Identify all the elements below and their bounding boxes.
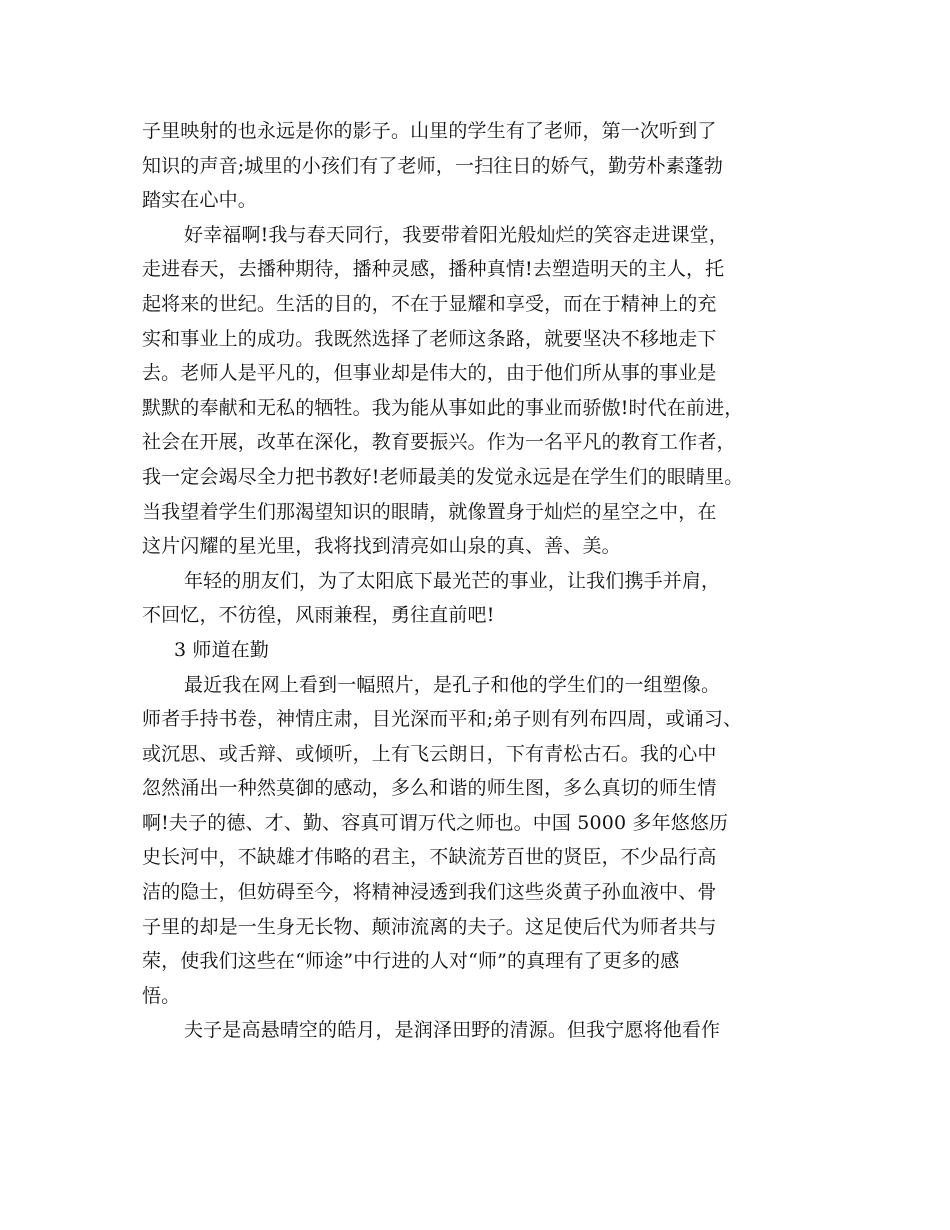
text-line: 师者手持书卷，神情庄肃，目光深而平和;弟子则有列布四周，或诵习、 (142, 708, 743, 731)
text-line: 踏实在心中。 (142, 189, 257, 212)
section-heading: 3 师道在勤 (174, 638, 270, 661)
text-line: 子里映射的也永远是你的影子。山里的学生有了老师，第一次听到了 (142, 120, 717, 142)
text-line: 洁的隐士，但妨碍至今，将精神浸透到我们这些炎黄子孙血液中、骨 (142, 881, 717, 904)
text-line: 走进春天，去播种期待，播种灵感，播种真情!去塑造明天的主人，托 (142, 258, 725, 281)
text-line: 知识的声音;城里的小孩们有了老师，一扫往日的娇气，勤劳朴素蓬勃 (142, 154, 724, 177)
text-line: 子里的却是一生身无长物、颠沛流离的夫子。这足使后代为师者共与 (142, 915, 717, 938)
text-line: 默默的奉献和无私的牺牲。我为能从事如此的事业而骄傲!时代在前进， (142, 396, 744, 419)
text-line: 悟。 (142, 984, 181, 1007)
text-line: 实和事业上的成功。我既然选择了老师这条路，就要坚决不移地走下 (142, 327, 717, 350)
text-line: 社会在开展，改革在深化，教育要振兴。作为一名平凡的教育工作者， (142, 431, 736, 454)
paragraph-first-line: 最近我在网上看到一幅照片，是孔子和他的学生们的一组塑像。 (184, 673, 721, 696)
paragraph-first-line: 好幸福啊!我与春天同行，我要带着阳光般灿烂的笑容走进课堂， (184, 223, 728, 246)
text-line: 不回忆，不彷徨，风雨兼程，勇往直前吧! (142, 604, 495, 627)
text-line: 或沉思、或舌辩、或倾听，上有飞云朗日，下有青松古石。我的心中 (142, 742, 717, 765)
text-line: 我一定会竭尽全力把书教好!老师最美的发觉永远是在学生们的眼睛里。 (142, 465, 744, 488)
text-line: 去。老师人是平凡的，但事业却是伟大的，由于他们所从事的事业是 (142, 362, 717, 385)
text-line: 啊!夫子的德、才、勤、容真可谓万代之师也。中国 5000 多年悠悠历 (142, 811, 729, 834)
text-line: 忽然涌出一种然莫御的感动，多么和谐的师生图，多么真切的师生情 (142, 777, 717, 800)
text-line: 荣，使我们这些在“师途”中行进的人对“师”的真理有了更多的感 (142, 950, 680, 973)
text-line: 当我望着学生们那渴望知识的眼睛，就像置身于灿烂的星空之中，在 (142, 500, 717, 523)
text-line: 史长河中，不缺雄才伟略的君主，不缺流芳百世的贤臣，不少品行高 (142, 846, 717, 869)
text-line: 起将来的世纪。生活的目的，不在于显耀和享受，而在于精神上的充 (142, 292, 717, 315)
text-line: 这片闪耀的星光里，我将找到清亮如山泉的真、善、美。 (142, 535, 621, 558)
document-body (142, 114, 822, 1048)
paragraph-first-line: 夫子是高悬晴空的皓月，是润泽田野的清源。但我宁愿将他看作 (184, 1019, 721, 1042)
paragraph-first-line: 年轻的朋友们，为了太阳底下最光芒的事业，让我们携手并肩， (184, 569, 721, 592)
